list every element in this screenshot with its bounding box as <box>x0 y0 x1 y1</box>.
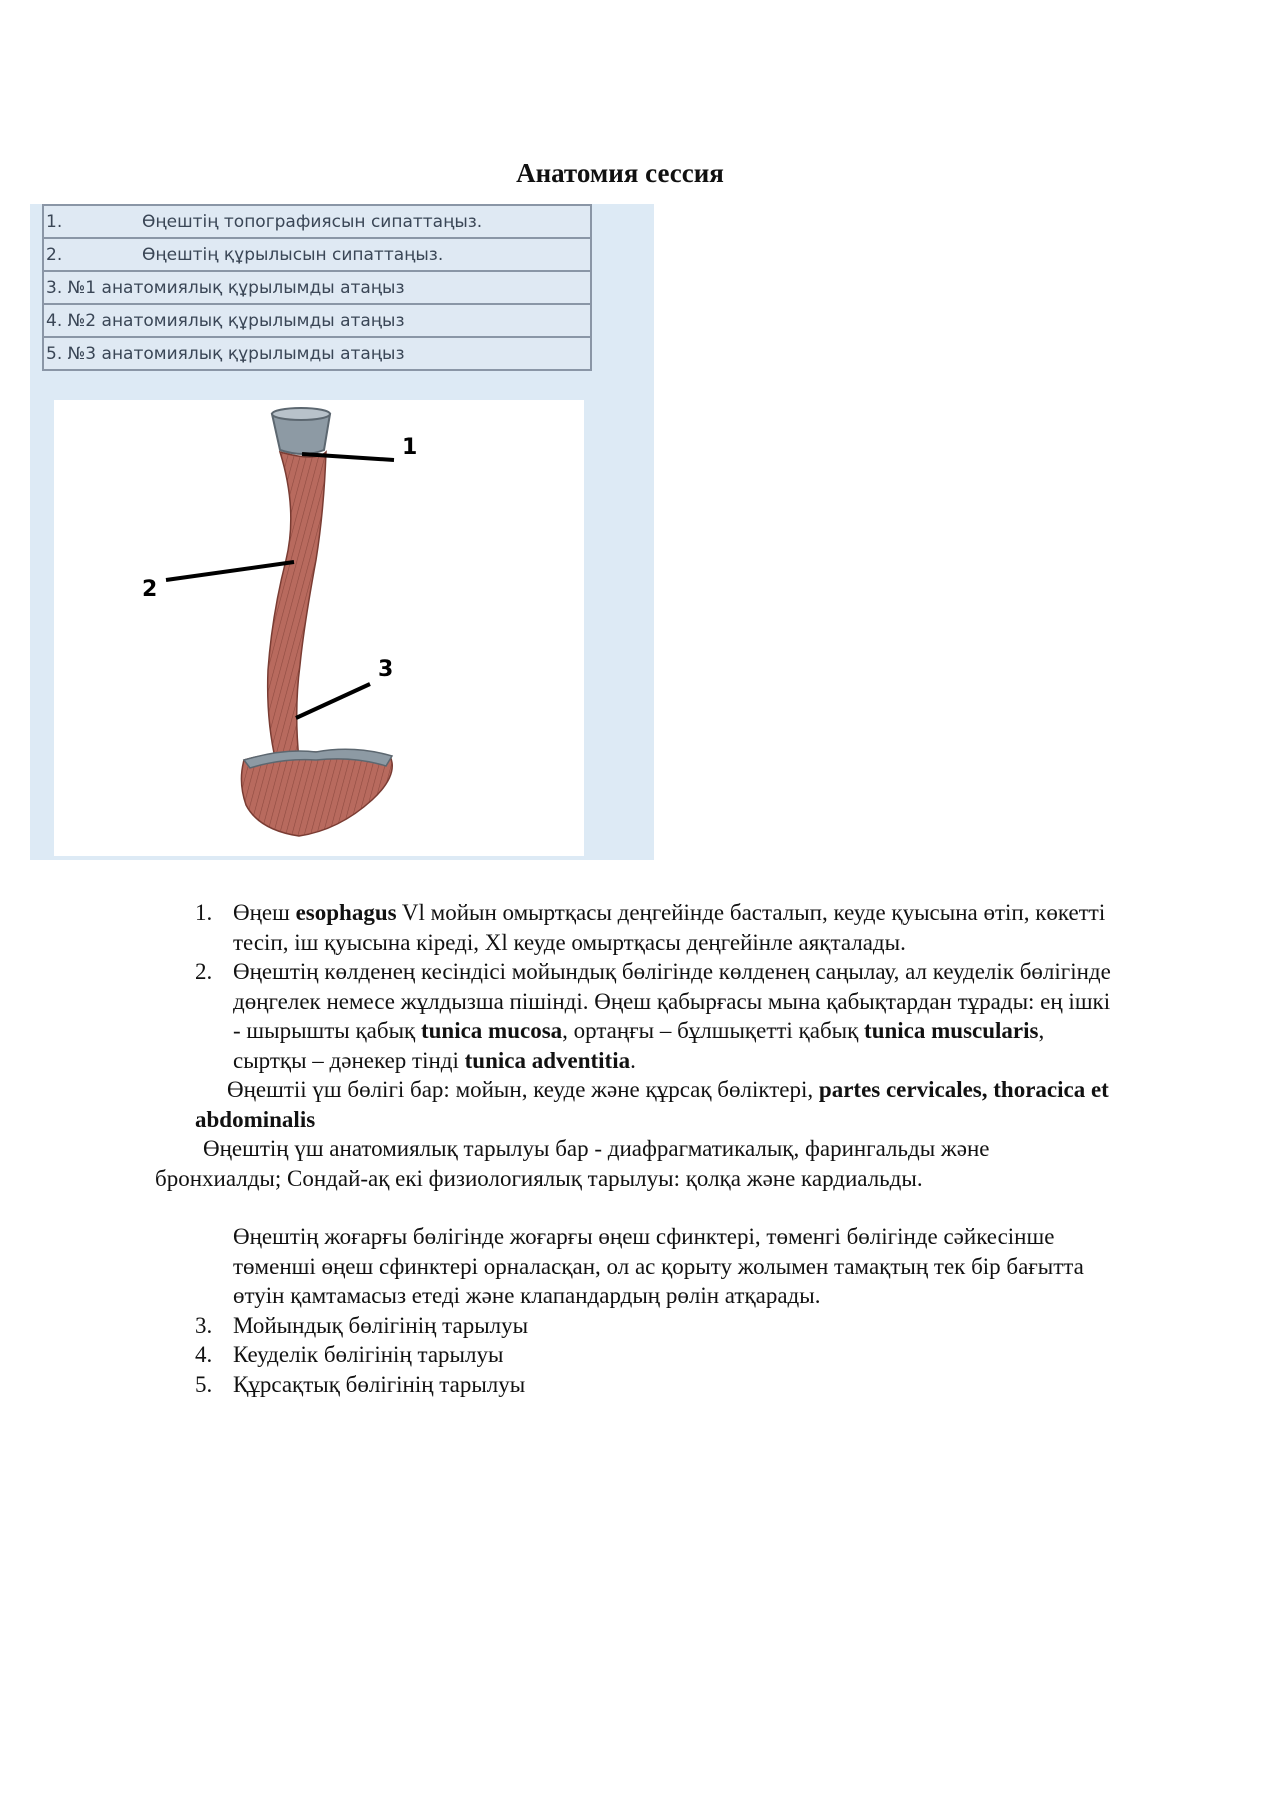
question-row: 2. Өңештің құрылысын сипаттаңыз. <box>43 238 591 271</box>
label-1: 1 <box>402 435 418 460</box>
pointer-line-2 <box>166 562 294 580</box>
label-2: 2 <box>142 577 158 602</box>
question-table <box>42 204 592 371</box>
list-item: 4. Кеуделік бөлігінің тарылуы <box>195 1342 504 1367</box>
question-row: 4. №2 анатомиялық құрылымды атаңыз <box>43 304 591 337</box>
label-3: 3 <box>378 657 394 682</box>
list-item: 5. Құрсақтық бөлігінің тарылуы <box>195 1371 526 1397</box>
narrowing-paragraph: Өңештің үш анатомиялық тарылуы бар - диафрагматикалық, фарингальды және бронхиалды; Сондай-ақ екі физиологиялық тарылуы: қолқа және кардиальды. <box>155 1136 990 1191</box>
question-row: 5. №3 анатомиялық құрылымды атаңыз <box>43 337 591 370</box>
page-title: Анатомия сессия <box>516 158 724 188</box>
list-item: 3. Мойындық бөлігінің тарылуы <box>195 1312 529 1338</box>
list-item: 1. Өңеш esophagus Vl мойын омыртқасы деңгейінде басталып, кеуде қуысына өтіп, көкетті тесіп, іш қуысына кіреді, Xl кеуде омыртқасы деңгейінле аяқталады. <box>195 900 1106 955</box>
sphincter-paragraph: Өңештің жоғарғы бөлігінде жоғарғы өңеш сфинктері, төменгі бөлігінде сәйкесінше төменші өңеш сфинктері орналасқан, ол ас қорыту жолымен тамақтың тек бір бағытта өтуін қамтамасыз етеді және клапандардың рөлін атқарады. <box>233 1224 1084 1308</box>
pointer-line-3 <box>296 684 370 718</box>
answers-body <box>0 898 1280 1399</box>
question-row: 3. №1 анатомиялық құрылымды атаңыз <box>43 271 591 304</box>
esophagus-figure <box>30 204 654 860</box>
esophagus-illustration <box>54 400 584 856</box>
list-item: 2. Өңештің көлденең кесіндісі мойындық бөлігінде көлденең саңылау, ал кеуделік бөлігінде дөңгелек немесе жұлдызша пішінді. Өңеш қабырғасы мына қабықтардан тұрады: ең ішкі - шырышты қабық tunica mucosa, ортаңғы – бұлшықетті қабық tunica muscularis, сыртқы – дәнекер тінді tunica adventitia. <box>195 959 1111 1073</box>
question-row: 1. Өңештің топографиясын сипаттаңыз. <box>43 205 591 238</box>
parts-paragraph: Өңештіі үш бөлігі бар: мойын, кеуде және құрсақ бөліктері, partes cervicales, thoracica et abdominalis <box>195 1077 1109 1132</box>
